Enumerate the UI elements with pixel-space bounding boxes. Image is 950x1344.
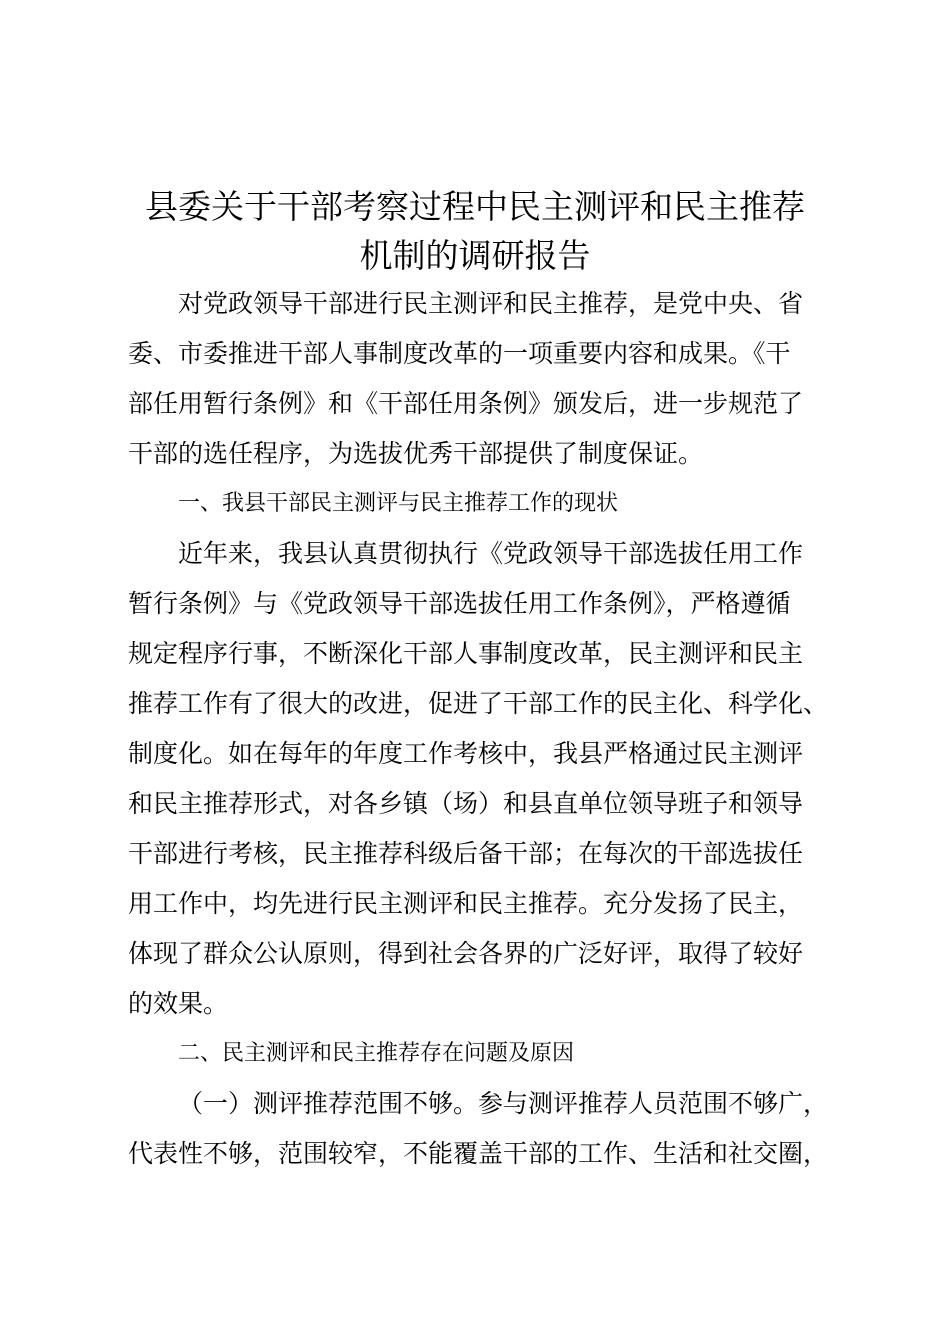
paragraph-line: 推荐工作有了很大的改进，促进了干部工作的民主化、科学化、 <box>128 689 829 718</box>
paragraph-line: 近年来，我县认真贯彻执行《党政领导干部选拔任用工作 <box>178 539 804 568</box>
paragraph-line: 制度化。如在每年的年度工作考核中，我县严格通过民主测评 <box>128 739 804 768</box>
paragraph-line: 和民主推荐形式，对各乡镇（场）和县直单位领导班子和领导 <box>128 789 804 818</box>
paragraph-line: 用工作中，均先进行民主测评和民主推荐。充分发扬了民主， <box>128 889 804 918</box>
paragraph-line: 委、市委推进干部人事制度改革的一项重要内容和成果。《干 <box>128 339 791 368</box>
document-title-line-2: 机制的调研报告 <box>359 236 591 275</box>
document-title-line-1: 县委关于干部考察过程中民主测评和民主推荐 <box>145 187 805 226</box>
paragraph-line: 体现了群众公认原则，得到社会各界的广泛好评，取得了较好 <box>128 939 804 968</box>
paragraph-line: 部任用暂行条例》和《干部任用条例》颁发后，进一步规范了 <box>128 389 804 418</box>
paragraph-line: 代表性不够，范围较窄，不能覆盖干部的工作、生活和社交圈， <box>128 1139 829 1168</box>
paragraph-line: 干部进行考核，民主推荐科级后备干部；在每次的干部选拔任 <box>128 839 804 868</box>
section-heading: 一、我县干部民主测评与民主推荐工作的现状 <box>178 491 619 516</box>
paragraph-line: 规定程序行事，不断深化干部人事制度改革，民主测评和民主 <box>128 639 804 668</box>
paragraph-line: 干部的选任程序，为选拔优秀干部提供了制度保证。 <box>128 439 704 468</box>
paragraph-line: 对党政领导干部进行民主测评和民主推荐，是党中央、省 <box>178 289 804 318</box>
section-heading: 二、民主测评和民主推荐存在问题及原因 <box>178 1041 575 1066</box>
paragraph-line: 暂行条例》与《党政领导干部选拔任用工作条例》，严格遵循 <box>128 589 791 618</box>
paragraph-line: （一）测评推荐范围不够。参与测评推荐人员范围不够广， <box>178 1089 829 1118</box>
paragraph-line: 的效果。 <box>128 989 229 1018</box>
